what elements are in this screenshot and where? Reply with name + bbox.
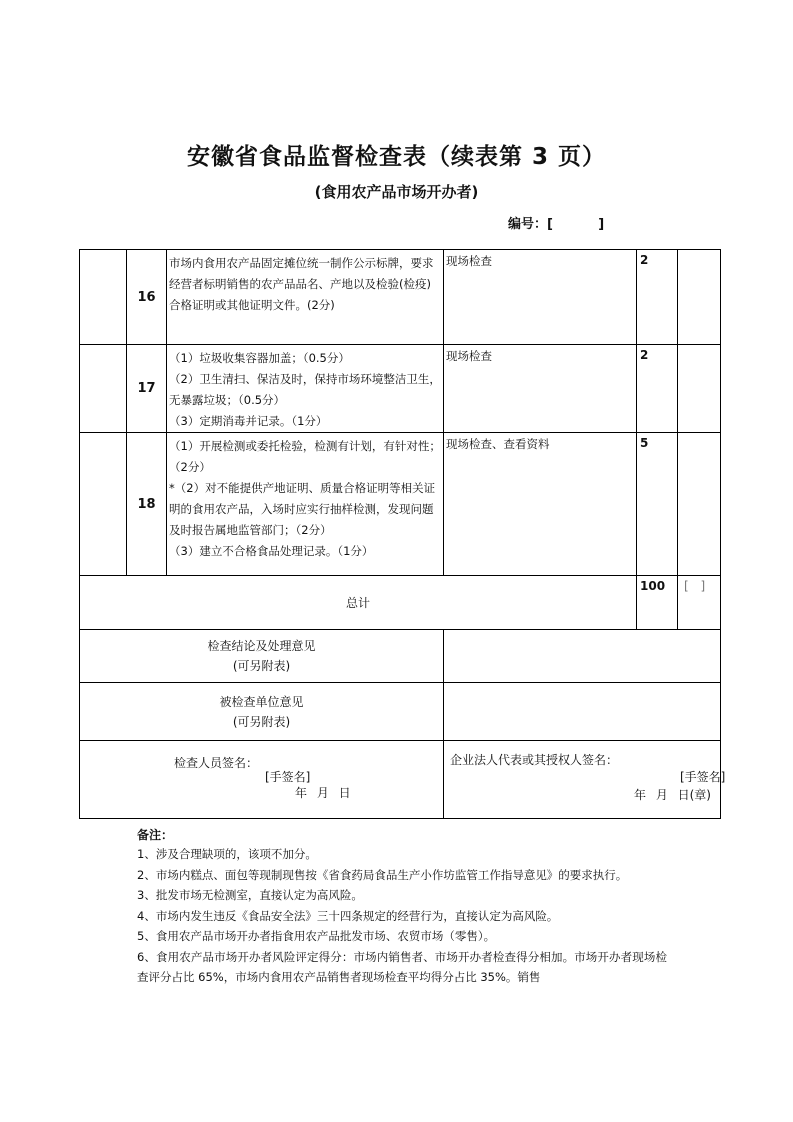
item-score: 5 xyxy=(637,433,678,576)
conclusion-note: (可另附表) xyxy=(232,659,291,673)
total-score: 100 xyxy=(637,576,678,630)
inspection-table xyxy=(79,249,726,819)
item-content-line: （1）开展检测或委托检验，检测有计划，有针对性；（2分） xyxy=(169,439,441,474)
note-item: 1、涉及合理缺项的，该项不加分。 xyxy=(137,847,317,861)
check-method: 现场检查 xyxy=(444,345,637,433)
total-row xyxy=(80,576,721,630)
inspector-signature-date: 年 月 日 xyxy=(295,786,351,800)
result-cell xyxy=(678,433,721,576)
item-content-line: （1）垃圾收集容器加盖；（0.5分） xyxy=(169,351,350,365)
signature-row xyxy=(80,741,721,819)
note-item: 4、市场内发生违反《食品安全法》三十四条规定的经营行为，直接认定为高风险。 xyxy=(137,908,559,923)
representative-signature-date: 年 月 日(章) xyxy=(634,788,711,802)
conclusion-input[interactable] xyxy=(444,630,721,683)
table-row xyxy=(80,345,721,433)
item-number: 17 xyxy=(127,345,167,433)
notes-section xyxy=(137,826,667,988)
item-content xyxy=(167,250,444,345)
representative-signature-placeholder: [手签名] xyxy=(680,770,726,784)
item-score: 2 xyxy=(637,250,678,345)
category-cell xyxy=(80,250,127,345)
total-label: 总计 xyxy=(80,576,637,630)
table-row xyxy=(80,433,721,576)
item-number: 16 xyxy=(127,250,167,345)
serial-number: 编号：[ ] xyxy=(508,217,605,232)
item-score: 2 xyxy=(637,345,678,433)
conclusion-row xyxy=(80,630,721,683)
inspector-signature-placeholder: [手签名] xyxy=(265,770,311,784)
total-result-bracket: [ ] xyxy=(678,576,721,630)
representative-signature-label: 企业法人代表或其授权人签名： xyxy=(450,753,619,767)
representative-signature-cell[interactable] xyxy=(444,741,726,819)
result-cell xyxy=(678,345,721,433)
unit-opinion-input[interactable] xyxy=(444,683,721,741)
conclusion-title: 检查结论及处理意见 xyxy=(207,639,316,653)
item-content-line: （2）卫生清扫、保洁及时，保持市场环境整洁卫生，无暴露垃圾；（0.5分） xyxy=(169,372,441,407)
item-content-line: 市场内食用农产品固定摊位统一制作公示标牌，要求经营者标明销售的农产品品名、产地以及检验(检疫)合格证明或其他证明文件。(2分) xyxy=(169,256,434,312)
item-number: 18 xyxy=(127,433,167,576)
note-item: 3、批发市场无检测室，直接认定为高风险。 xyxy=(137,888,363,902)
result-cell xyxy=(678,250,721,345)
item-content-line: *（2）对不能提供产地证明、质量合格证明等相关证明的食用农产品，入场时应实行抽样检测，发现问题及时报告属地监管部门；（2分） xyxy=(169,481,436,537)
note-item: 5、食用农产品市场开办者指食用农产品批发市场、农贸市场（零售）。 xyxy=(137,929,496,943)
item-content-line: （3）建立不合格食品处理记录。（1分） xyxy=(169,544,374,558)
inspector-signature-cell[interactable] xyxy=(80,741,444,819)
conclusion-label xyxy=(80,630,444,683)
item-content-line: （3）定期消毒并记录。（1分） xyxy=(169,414,328,428)
unit-opinion-title: 被检查单位意见 xyxy=(219,694,304,709)
unit-opinion-note: (可另附表) xyxy=(232,714,291,729)
check-method: 现场检查 xyxy=(444,250,637,345)
category-cell xyxy=(80,433,127,576)
item-content xyxy=(167,433,444,576)
unit-opinion-row xyxy=(80,683,721,741)
note-item: 2、市场内糕点、面包等现制现售按《省食药局食品生产小作坊监管工作指导意见》的要求执行。 xyxy=(137,867,628,882)
page-title: 安徽省食品监督检查表（续表第 3 页） xyxy=(186,144,607,170)
note-item: 6、食用农产品市场开办者风险评定得分：市场内销售者、市场开办者检查得分相加。市场开办者现场检查评分占比 65%，市场内食用农产品销售者现场检查平均得分占比 35%。销售 xyxy=(137,949,667,984)
item-content xyxy=(167,345,444,433)
page-subtitle: (食用农产品市场开办者) xyxy=(314,183,479,201)
inspector-signature-label: 检查人员签名： xyxy=(174,756,259,770)
category-cell xyxy=(80,345,127,433)
table-row xyxy=(80,250,721,345)
unit-opinion-label xyxy=(80,683,444,741)
notes-heading: 备注： xyxy=(137,828,174,842)
check-method: 现场检查、查看资料 xyxy=(444,433,637,576)
